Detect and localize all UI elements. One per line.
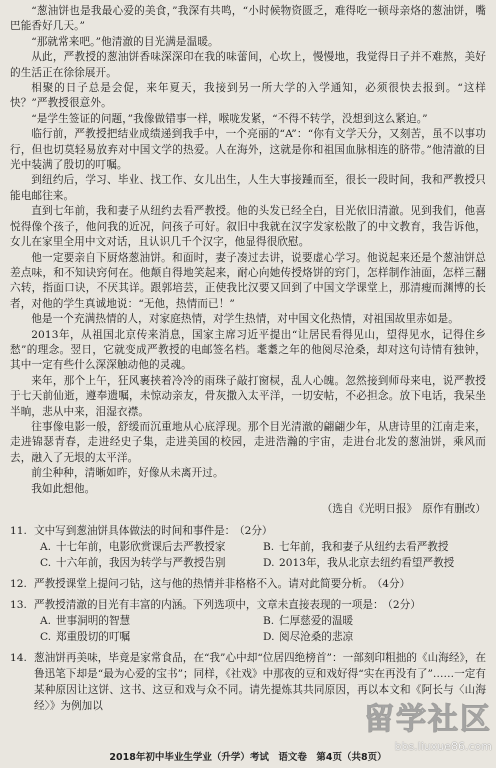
article-paragraph: 我如此想他。 <box>31 482 96 495</box>
question-points: （2分） <box>239 525 273 537</box>
option-label: C. <box>40 631 52 643</box>
option-text: 七年前，我和妻子从纽约去看严教授 <box>279 541 449 553</box>
question-stem <box>10 523 486 539</box>
article-paragraph: 到纽约后，学习、毕业、找工作、女儿出生，人生大事接踵而至，很长一段时间，我和严教授只能电邮往来。 <box>10 174 486 202</box>
option-text: 2013年，我从北京去纽约看望严教授 <box>279 557 455 569</box>
article-paragraph: 临行前，严教授把结业成绩递到我手中，一个亮丽的“A”：“你有文学天分，又刻苦，虽不以事功行，但也切莫轻易放弃对中国文学的热爱。人在海外，这就是你和祖国血脉相连的脐带。”他清澈的目光中装满了殷切的叮嘱。 <box>10 128 486 172</box>
question-points: （2分） <box>387 599 421 611</box>
answer-option <box>40 629 263 645</box>
option-label: C. <box>40 557 52 569</box>
question-stem-text: 严教授课堂上提问刁钻，这与他的热情并非格格不入。请对此简要分析。 <box>34 578 373 590</box>
question-stem-text: 葱油饼再美味，毕竟是家常食品，在“我”心中却“位居四绝榜首”：一部刻印粗拙的《山海经》，在鲁迅笔下却是“最为心爱的宝书”；同样，《社戏》中那夜的豆和戏好得“实在再没有了”……一定有某种原因让这饼、这书、这豆和戏与众不同。请先提炼其共同原因，再以本文和《阿长与〈山海经〉》为例加以 <box>34 652 486 712</box>
option-label: D. <box>263 631 275 643</box>
question-number: 12. <box>10 578 27 590</box>
question-11 <box>10 523 486 571</box>
article-paragraph: “那就常来吧。”他清澈的目光满是温暖。 <box>31 35 219 48</box>
question-number: 14. <box>10 652 27 664</box>
question-14 <box>10 650 486 714</box>
answer-option <box>263 629 486 645</box>
question-number: 13. <box>10 599 27 611</box>
question-text <box>34 576 486 592</box>
question-text <box>34 597 486 613</box>
watermark-url: bbs.liuxue86.com <box>394 740 492 753</box>
questions <box>10 523 486 714</box>
question-number: 11. <box>10 525 27 537</box>
article-paragraph: 从此，严教授的葱油饼香味深深印在我的味蕾间，心坎上，慢慢地，我觉得日子并不难熬，美好的生活正在徐徐展开。 <box>10 51 486 79</box>
question-stem <box>10 650 486 714</box>
article-paragraph: 来年，那个上午，狂风裹挟着冷冷的雨珠子敲打窗棂，乱人心魄。忽然接到师母来电，说严教授于七天前仙逝，遵奉遗嘱，未惊动亲友，骨灰撒入太平洋，一切安帖，不必担念。放下电话，我呆坐半晌，悲从中来，泪湿衣襟。 <box>10 374 486 418</box>
article-source: （选自《光明日报》 原作有删改） <box>321 503 486 515</box>
question-13 <box>10 597 486 645</box>
option-label: B. <box>263 615 275 627</box>
article <box>10 4 486 497</box>
answer-options <box>10 613 486 645</box>
option-label: D. <box>263 557 275 569</box>
option-text: 十七年前，电影欣赏课后去严教授家 <box>56 541 226 553</box>
question-stem-text: 文中写到葱油饼具体做法的时间和事件是： <box>34 525 236 537</box>
option-text: 十六年前，我因为转学与严教授告别 <box>56 557 226 569</box>
question-text <box>34 650 486 714</box>
answer-option <box>263 613 486 629</box>
watermark-logo: 留学社区 <box>364 702 492 737</box>
article-paragraph: 他一定要亲自下厨烙葱油饼。和面时，妻子凑过去讲，说要虚心学习。他说起来还是个葱油饼总差点味，和不知诀窍何在。他颠自得地笑起来，耐心向她传授烙饼的窍门，怎样制作油面，怎样三翻六转，指面口诀，不厌其详。跟郭培芸，正使我比汉要又回到了中国文学课堂上，那清瘦而渊博的长者，对他的学生真诚地说：“无他，热情而已！” <box>10 251 486 310</box>
question-stem <box>10 597 486 613</box>
answer-options <box>10 539 486 571</box>
question-stem-text: 严教授清澈的目光有丰富的内涵。下列选项中，文章未直接表现的一项是： <box>34 599 384 611</box>
answer-option <box>40 555 263 571</box>
answer-option <box>40 539 263 555</box>
article-paragraph: 直到七年前，我和妻子从纽约去看严教授。他的头发已经全白，目光依旧清澈。见到我们，他喜悦得像个孩子，他问我的近况，问孩子可好。叙旧中我就在汉字发家松散了的中文教育，我告诉他，女儿在家里全用中文对话，且认识几千个汉字，他显得很欣慰。 <box>10 205 486 249</box>
question-12 <box>10 576 486 592</box>
article-paragraph: 往事像电影一般，舒缓而沉重地从心底浮现。那个目光清澈的翩翩少年，从唐诗里的江南走来，走进锦瑟青春，走进经史子集，走进美国的校园，走进浩瀚的宇宙，走进台北发的葱油饼，乘风而去，融入了无垠的太平洋。 <box>10 420 486 464</box>
answer-option <box>40 613 263 629</box>
option-text: 仁厚慈爱的温暖 <box>279 615 354 627</box>
option-text: 郑重殷切的叮嘱 <box>56 631 131 643</box>
article-paragraph: “葱油饼也是我最心爱的美食，”我深有共鸣，“小时候物资匮乏，难得吃一顿母亲烙的葱油饼，嘴巴能香好几天。” <box>10 5 486 33</box>
option-text: 阅尽沧桑的悲凉 <box>279 631 354 643</box>
page-footer: 2018年初中毕业生学业（升学）考试 语文卷 第4页（共8页） <box>109 752 387 763</box>
article-paragraph: “是学生签证的问题，”我像做错事一样，喉咙发紧，“不得不转学，没想到这么紧迫。” <box>31 112 428 125</box>
article-paragraph: 相聚的日子总是会促，来年夏天，我接到另一所大学的入学通知，必须很快去报到。“这样快？”严教授很意外。 <box>10 82 486 110</box>
article-paragraph: 前尘种种，清晰如昨，好像从未离开过。 <box>31 467 224 480</box>
question-points: （4分） <box>377 578 411 590</box>
article-paragraph: 2013年，从祖国北京传来消息，国家主席习近平提出“让居民看得见山，望得见水，记得住乡愁”的理念。翌日，它就变成严教授的电邮签名档。耄耋之年的他阅尽沧桑，却对这句诗情有独钟，其中一定有些什么深深触动他的灵魂。 <box>10 328 486 372</box>
question-stem <box>10 576 486 592</box>
question-text <box>34 523 486 539</box>
article-paragraph: 他是一个充满热情的人，对家庭热情，对学生热情，对中国文化热情，对祖国故里赤如是。 <box>31 313 459 326</box>
option-label: A. <box>40 615 52 627</box>
option-label: B. <box>263 541 275 553</box>
answer-option <box>263 555 486 571</box>
option-label: A. <box>40 541 52 553</box>
option-text: 世事洞明的智慧 <box>56 615 131 627</box>
answer-option <box>263 539 486 555</box>
